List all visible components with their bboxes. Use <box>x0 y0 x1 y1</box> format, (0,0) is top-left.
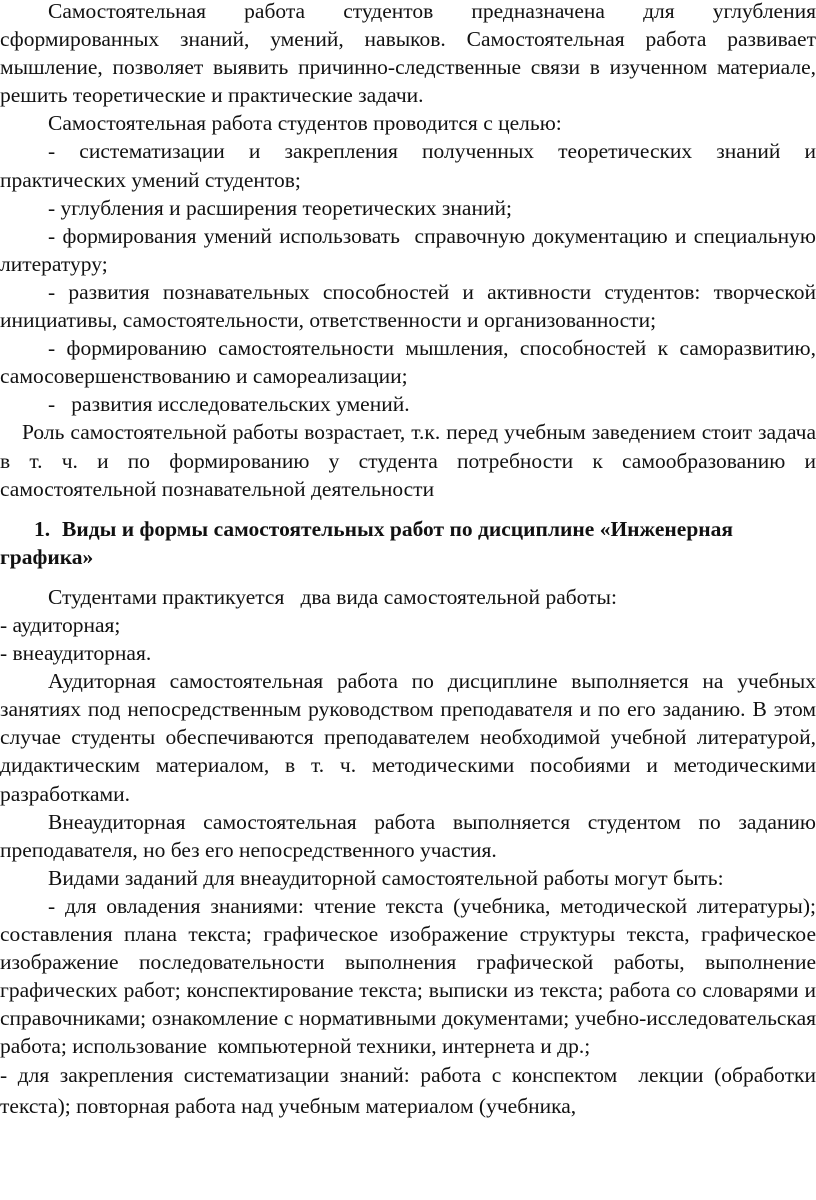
section-number: 1. <box>34 516 51 541</box>
body-paragraph-types: Студентами практикуется два вида самостоятельной работы: <box>48 584 617 609</box>
body-paragraph-task-types: Видами заданий для внеаудиторной самостоятельной работы могут быть: <box>48 865 724 890</box>
goal-item-independence: - формированию самостоятельности мышления, способностей к саморазвитию, самосовершенствованию и самореализации; <box>0 336 816 389</box>
goal-item-skills: - формирования умений использовать справочную документацию и специальную литературу; <box>0 223 816 276</box>
goal-item-cognitive: - развития познавательных способностей и активности студентов: творческой инициативы, самостоятельности, ответственности и организованности; <box>0 279 816 333</box>
task-item-consolidation: - для закрепления систематизации знаний: работа с конспектом лекции (обработки текста); повторная работа над учебным материалом (учебника, <box>0 1063 816 1119</box>
body-paragraph-classroom: Аудиторная самостоятельная работа по дисциплине выполняется на учебных занятиях под непосредственным руководством преподавателя и по его заданию. В этом случае студенты обеспечиваются преподавателем необходимой учебной литературой, дидактическим материалом, в т. ч. методическими пособиями и методическими разработками. <box>0 669 816 806</box>
intro-paragraph-purpose: Самостоятельная работа студентов предназначена для углубления сформированных знаний, умений, навыков. Самостоятельная работа развивает мышление, позволяет выявить причинно-следственные связи в изученном материале, решить теоретические и практические задачи. <box>0 0 816 108</box>
goal-item-deepening: - углубления и расширения теоретических знаний; <box>48 195 512 220</box>
intro-paragraph-role: Роль самостоятельной работы возрастает, т.к. перед учебным заведением стоит задача в т. ч. и по формированию у студента потребности к самообразованию и самостоятельной познавательной деятельности <box>0 420 816 501</box>
task-item-knowledge: - для овладения знаниями: чтение текста (учебника, методической литературы); составления плана текста; графическое изображение структуры текста, графическое изображение последовательности выполнения графической работы, выполнение графических работ; конспектирование текста; выписки из текста; работа со словарями и справочниками; ознакомление с нормативными документами; учебно-исследовательская работа; использование компьютерной техники, интернета и др.; <box>0 893 816 1059</box>
section-heading <box>0 515 816 571</box>
type-item-classroom: - аудиторная; <box>0 612 121 637</box>
body-paragraph-extracurricular: Внеаудиторная самостоятельная работа выполняется студентом по заданию преподавателя, но без его непосредственного участия. <box>0 809 816 862</box>
goal-item-systematization: - систематизации и закрепления полученных теоретических знаний и практических умений студентов; <box>0 139 816 192</box>
section-title: Виды и формы самостоятельных работ по дисциплине «Инженерная графика» <box>0 516 734 569</box>
type-item-extracurricular: - внеаудиторная. <box>0 641 152 666</box>
intro-paragraph-goal: Самостоятельная работа студентов проводится с целью: <box>48 111 562 136</box>
goal-item-research: - развития исследовательских умений. <box>48 392 410 417</box>
